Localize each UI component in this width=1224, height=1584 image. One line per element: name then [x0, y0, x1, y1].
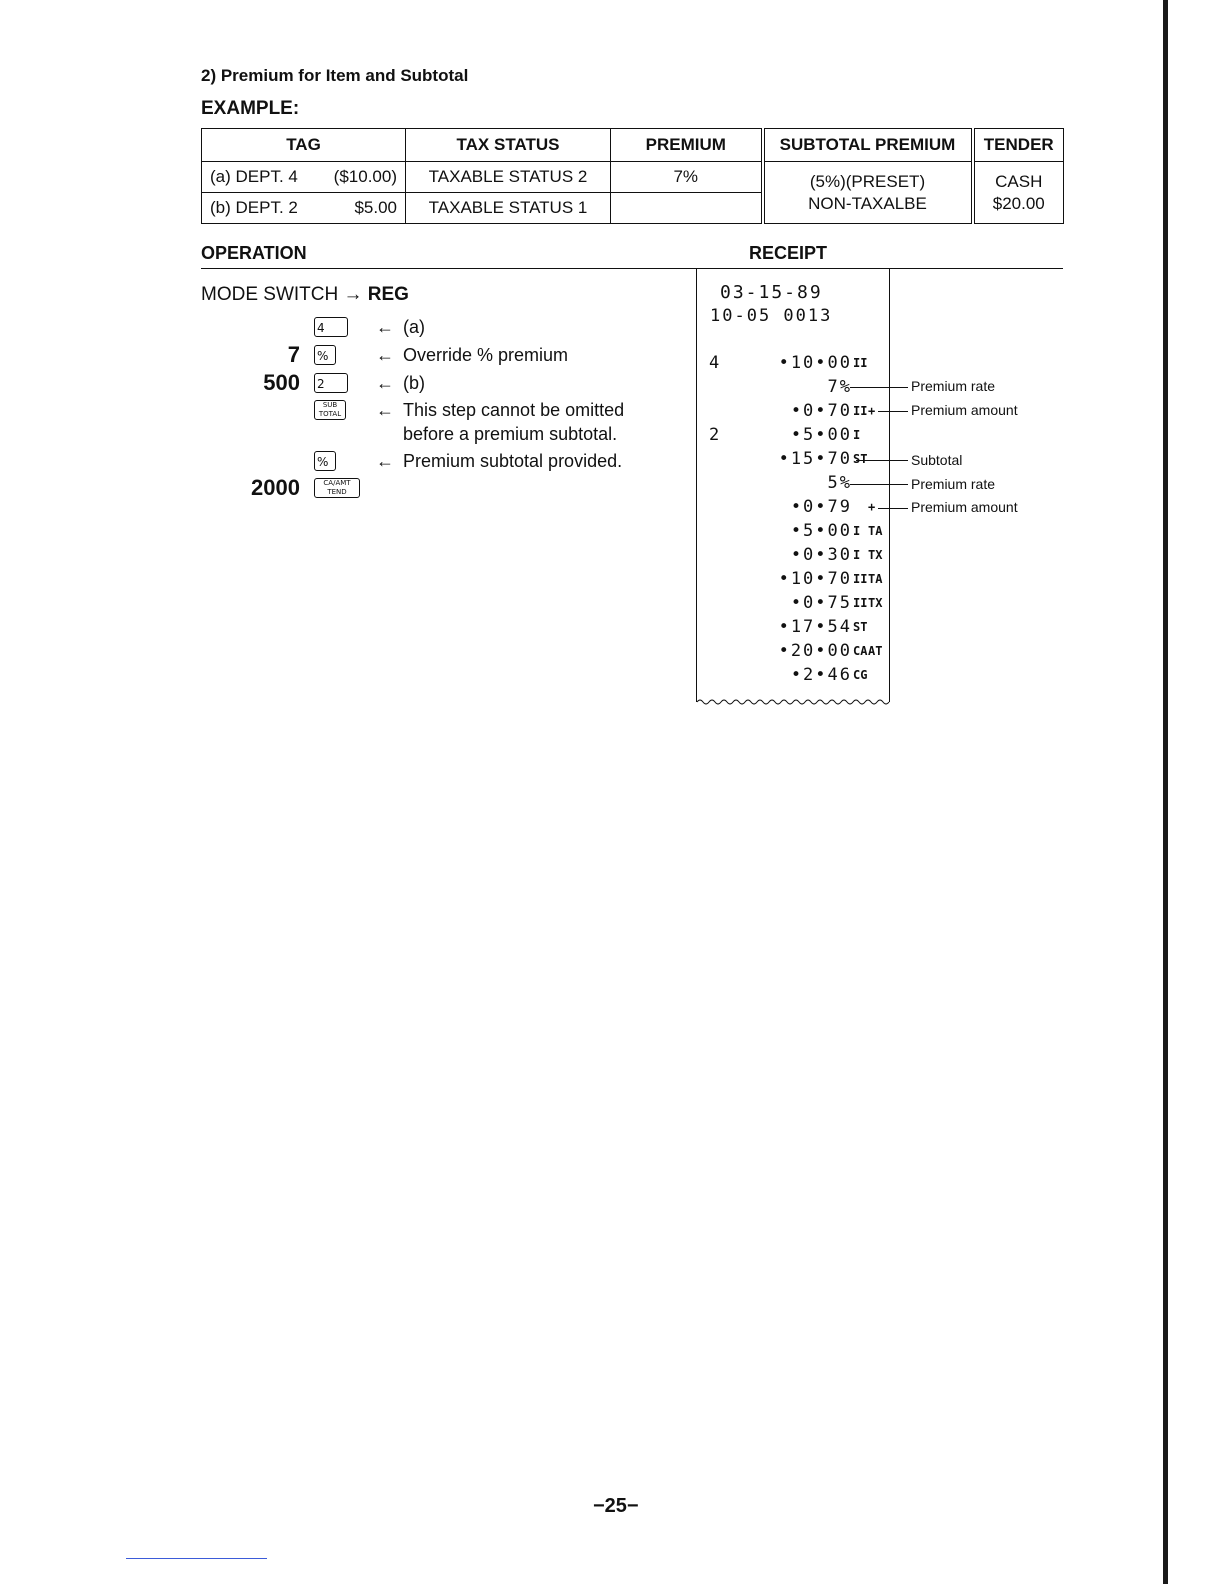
leader-line — [878, 411, 908, 412]
header-premium: PREMIUM — [611, 129, 763, 162]
receipt-symbol: CA — [853, 644, 868, 658]
cell-premium-b — [611, 193, 763, 224]
cell-tag-b — [202, 193, 406, 224]
step-description: Premium subtotal provided. — [403, 451, 623, 471]
receipt-amount — [779, 641, 852, 661]
tag-b-dept: (b) DEPT. 2 — [210, 198, 298, 217]
receipt-amount — [791, 425, 852, 445]
step-description: (b) — [403, 373, 425, 393]
receipt-amount-value: •20•00 — [778, 641, 852, 661]
operation-step — [200, 397, 680, 447]
receipt-symbol: ST — [853, 452, 868, 466]
receipt-amount-value: •10•00 — [778, 353, 852, 373]
leader-line — [878, 508, 908, 509]
header-tender: TENDER — [973, 129, 1064, 162]
cell-tender — [973, 162, 1064, 224]
subtotal-premium-line2: NON-TAXALBE — [808, 193, 927, 213]
receipt-amount — [779, 449, 852, 469]
subtotal-key-icon: SUB TOTAL — [314, 400, 346, 420]
receipt-amount-value: •0•70 — [790, 401, 852, 421]
cash-amount-tender-key-icon: CA/AMT TEND — [314, 478, 360, 498]
example-table — [201, 128, 1064, 224]
receipt-amount — [791, 545, 852, 565]
step-description: (a) — [403, 317, 425, 337]
receipt-amount-value: 5% — [827, 473, 852, 493]
mode-switch-line — [201, 284, 409, 306]
receipt-amount — [779, 617, 852, 637]
receipt-amount-value: •15•70 — [778, 449, 852, 469]
receipt-amount — [791, 593, 852, 613]
tender-line1: CASH — [995, 171, 1043, 191]
receipt-symbol: ST — [853, 620, 868, 634]
note-premium-rate: Premium rate — [911, 476, 996, 492]
leader-line — [850, 387, 908, 388]
receipt-status-mark: TA — [868, 572, 883, 586]
receipt-status-mark: + — [868, 404, 876, 418]
receipt-amount — [779, 569, 852, 589]
receipt-amount-value: •5•00 — [790, 521, 852, 541]
receipt-symbol: I — [853, 428, 861, 442]
table-row — [202, 162, 1064, 193]
cell-premium-a: 7% — [611, 162, 763, 193]
receipt-status-mark: TA — [868, 524, 883, 538]
tender-line2: $20.00 — [992, 193, 1045, 213]
operation-heading: OPERATION — [201, 243, 307, 263]
receipt-symbol: I — [853, 524, 861, 538]
receipt-symbol: I — [853, 548, 861, 562]
receipt-torn-edge — [696, 697, 890, 707]
operation-step — [200, 342, 680, 368]
cell-tax-status-b: TAXABLE STATUS 1 — [406, 193, 611, 224]
table-header-row — [202, 129, 1064, 162]
percent-key-icon: % — [314, 345, 336, 365]
left-arrow-icon: ← — [376, 451, 394, 471]
left-arrow-icon: ← — [376, 345, 394, 365]
header-tag: TAG — [202, 129, 406, 162]
receipt-dept-number: 2 — [709, 425, 722, 445]
percent-key-icon: % — [314, 451, 336, 471]
section-title: 2) Premium for Item and Subtotal — [201, 66, 469, 85]
footnote-rule — [126, 1558, 267, 1559]
receipt-heading: RECEIPT — [749, 243, 828, 263]
receipt-amount — [828, 377, 852, 397]
dept-2-key-icon: 2 — [314, 373, 348, 393]
cell-tag-a — [202, 162, 406, 193]
mode-switch-label: MODE SWITCH → — [201, 284, 368, 305]
step-number: 7 — [287, 342, 300, 367]
operation-step — [200, 370, 680, 396]
header-tax-status: TAX STATUS — [406, 129, 611, 162]
receipt-dept-number: 4 — [709, 353, 722, 373]
receipt-status-mark: TX — [868, 548, 883, 562]
operation-step — [200, 448, 680, 474]
note-premium-amount: Premium amount — [911, 499, 1018, 515]
leader-line — [856, 460, 908, 461]
step-description: This step cannot be omitted — [403, 400, 625, 420]
mode-switch-value: REG — [367, 284, 409, 305]
leader-line — [850, 484, 908, 485]
receipt-status-mark: + — [868, 500, 876, 514]
step-description-line2: before a premium subtotal. — [403, 424, 618, 444]
left-arrow-icon: ← — [376, 373, 394, 393]
cell-tax-status-a: TAXABLE STATUS 2 — [406, 162, 611, 193]
receipt-amount-value: •0•30 — [790, 545, 852, 565]
step-description: Override % premium — [403, 345, 569, 365]
receipt-symbol: II — [853, 356, 868, 370]
page-margin — [1168, 0, 1224, 1584]
receipt-amount-value: 7% — [827, 377, 852, 397]
operation-step — [200, 475, 680, 501]
section-divider — [201, 268, 1063, 269]
step-number: 2000 — [251, 475, 300, 500]
receipt-time-consecutive: 10-05 0013 — [710, 306, 833, 326]
tag-a-dept: (a) DEPT. 4 — [210, 167, 298, 186]
receipt-date: 03-15-89 — [720, 282, 823, 303]
tag-b-amount: $5.00 — [354, 198, 397, 217]
receipt-amount — [791, 521, 852, 541]
tag-a-amount: ($10.00) — [333, 167, 397, 186]
page-number: −25− — [593, 1495, 639, 1517]
receipt-amount — [779, 353, 852, 373]
receipt-amount-value: •0•79 — [790, 497, 852, 517]
receipt-amount-value: •0•75 — [790, 593, 852, 613]
receipt-status-mark: AT — [868, 644, 883, 658]
dept-4-key-icon: 4 — [314, 317, 348, 337]
receipt-amount — [791, 665, 852, 685]
receipt-amount-value: •10•70 — [778, 569, 852, 589]
receipt-symbol: CG — [853, 668, 868, 682]
note-premium-rate: Premium rate — [911, 378, 996, 394]
note-premium-amount: Premium amount — [911, 402, 1018, 418]
receipt-status-mark: TX — [868, 596, 883, 610]
receipt-amount-value: •2•46 — [790, 665, 852, 685]
receipt-amount — [791, 497, 852, 517]
receipt-symbol: II — [853, 404, 868, 418]
receipt-amount-value: •5•00 — [790, 425, 852, 445]
header-subtotal-premium: SUBTOTAL PREMIUM — [763, 129, 973, 162]
example-label: EXAMPLE: — [201, 98, 300, 119]
receipt-amount — [828, 473, 852, 493]
cell-subtotal-premium — [763, 162, 973, 224]
operation-step — [200, 314, 680, 340]
left-arrow-icon: ← — [376, 317, 394, 337]
note-subtotal: Subtotal — [911, 452, 963, 468]
receipt-amount — [791, 401, 852, 421]
receipt-amount-value: •17•54 — [778, 617, 852, 637]
receipt-symbol: II — [853, 572, 868, 586]
subtotal-premium-line1: (5%)(PRESET) — [809, 171, 926, 191]
step-number: 500 — [263, 370, 300, 395]
left-arrow-icon: ← — [376, 400, 394, 420]
receipt-symbol: II — [853, 596, 868, 610]
